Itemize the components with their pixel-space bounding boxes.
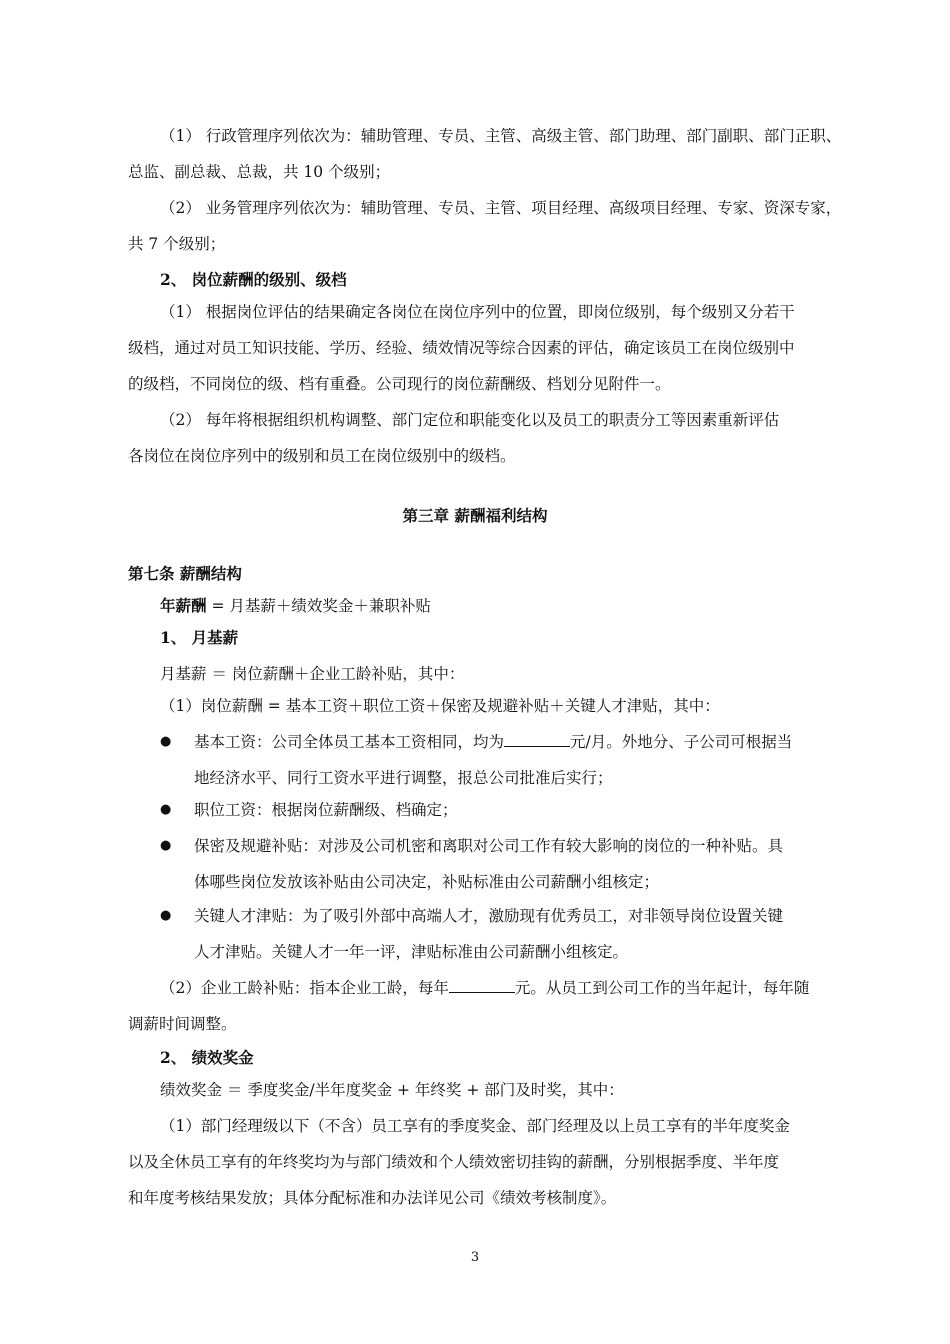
- annual-pay-label: 年薪酬: [160, 596, 207, 615]
- para-line: （2） 业务管理序列依次为：辅助管理、专员、主管、项目经理、高级项目经理、专家、资深专家，: [160, 199, 842, 217]
- fill-in-blank: [449, 978, 515, 993]
- para-line: （2） 每年将根据组织机构调整、部门定位和职能变化以及员工的职责分工等因素重新评估: [160, 411, 780, 429]
- section-heading: 2、 绩效奖金: [160, 1048, 254, 1067]
- para-line: （1）岗位薪酬 = 基本工资＋职位工资＋保密及规避补贴＋关键人才津贴，其中：: [160, 697, 720, 715]
- page-number: 3: [470, 1250, 480, 1265]
- bullet-icon: ●: [160, 908, 172, 923]
- bullet-continuation: 地经济水平、同行工资水平进行调整，报总公司批准后实行；: [194, 769, 613, 787]
- para-line: 调薪时间调整。: [128, 1015, 237, 1033]
- bullet-continuation: 体哪些岗位发放该补贴由公司决定，补贴标准由公司薪酬小组核定；: [194, 873, 660, 891]
- bullet-icon: ●: [160, 734, 172, 749]
- bullet-text: 元/月。外地分、子公司可根据当: [570, 733, 793, 751]
- bullet-item-base-salary: [194, 732, 792, 752]
- para-line: （1）部门经理级以下（不含）员工享有的季度奖金、部门经理及以上员工享有的半年度奖金: [160, 1117, 790, 1135]
- bullet-item-key-talent-allowance: 关键人才津贴：为了吸引外部中高端人才，激励现有优秀员工，对非领导岗位设置关键: [194, 907, 784, 925]
- section-heading: 1、 月基薪: [160, 628, 239, 647]
- para-line: （1） 根据岗位评估的结果确定各岗位在岗位序列中的位置，即岗位级别，每个级别又分若干: [160, 303, 795, 321]
- article-heading: 第七条 薪酬结构: [128, 564, 242, 583]
- bullet-item-confidentiality-allowance: 保密及规避补贴：对涉及公司机密和离职对公司工作有较大影响的岗位的一种补贴。具: [194, 837, 784, 855]
- para-line: 绩效奖金 ＝ 季度奖金/半年度奖金 + 年终奖 + 部门及时奖，其中：: [160, 1081, 624, 1099]
- para-line: （1） 行政管理序列依次为：辅助管理、专员、主管、高级主管、部门助理、部门副职、部门正职、: [160, 127, 842, 145]
- bullet-text: 基本工资：公司全体员工基本工资相同，均为: [194, 733, 505, 751]
- bullet-item-position-salary: 职位工资：根据岗位薪酬级、档确定；: [194, 801, 458, 819]
- fill-in-blank: [504, 732, 570, 747]
- para-line: 共 7 个级别；: [128, 235, 226, 253]
- para-line: 以及全休员工享有的年终奖均为与部门绩效和个人绩效密切挂钩的薪酬，分别根据季度、半年度: [128, 1153, 780, 1171]
- para-line: 各岗位在岗位序列中的级别和员工在岗位级别中的级档。: [128, 447, 516, 465]
- para-line: 级档，通过对员工知识技能、学历、经验、绩效情况等综合因素的评估，确定该员工在岗位级别中: [128, 339, 795, 357]
- chapter-title: 第三章 薪酬福利结构: [402, 506, 548, 525]
- para-text: （2）企业工龄补贴：指本企业工龄，每年: [160, 979, 449, 997]
- section-heading: 2、 岗位薪酬的级别、级档: [160, 270, 347, 289]
- para-line: 月基薪 ＝ 岗位薪酬＋企业工龄补贴，其中：: [160, 665, 465, 683]
- para-line-seniority: [160, 978, 809, 998]
- bullet-icon: ●: [160, 802, 172, 817]
- annual-pay-formula: [160, 596, 431, 616]
- para-line: 和年度考核结果发放；具体分配标准和办法详见公司《绩效考核制度》。: [128, 1189, 617, 1207]
- para-line: 的级档，不同岗位的级、档有重叠。公司现行的岗位薪酬级、档划分见附件一。: [128, 375, 671, 393]
- para-text: 元。从员工到公司工作的当年起计，每年随: [514, 979, 810, 997]
- para-line: 总监、副总裁、总裁，共 10 个级别；: [128, 163, 391, 181]
- bullet-icon: ●: [160, 838, 172, 853]
- bullet-continuation: 人才津贴。关键人才一年一评，津贴标准由公司薪酬小组核定。: [194, 943, 629, 961]
- annual-pay-expression: = 月基薪＋绩效奖金＋兼职补贴: [206, 597, 431, 615]
